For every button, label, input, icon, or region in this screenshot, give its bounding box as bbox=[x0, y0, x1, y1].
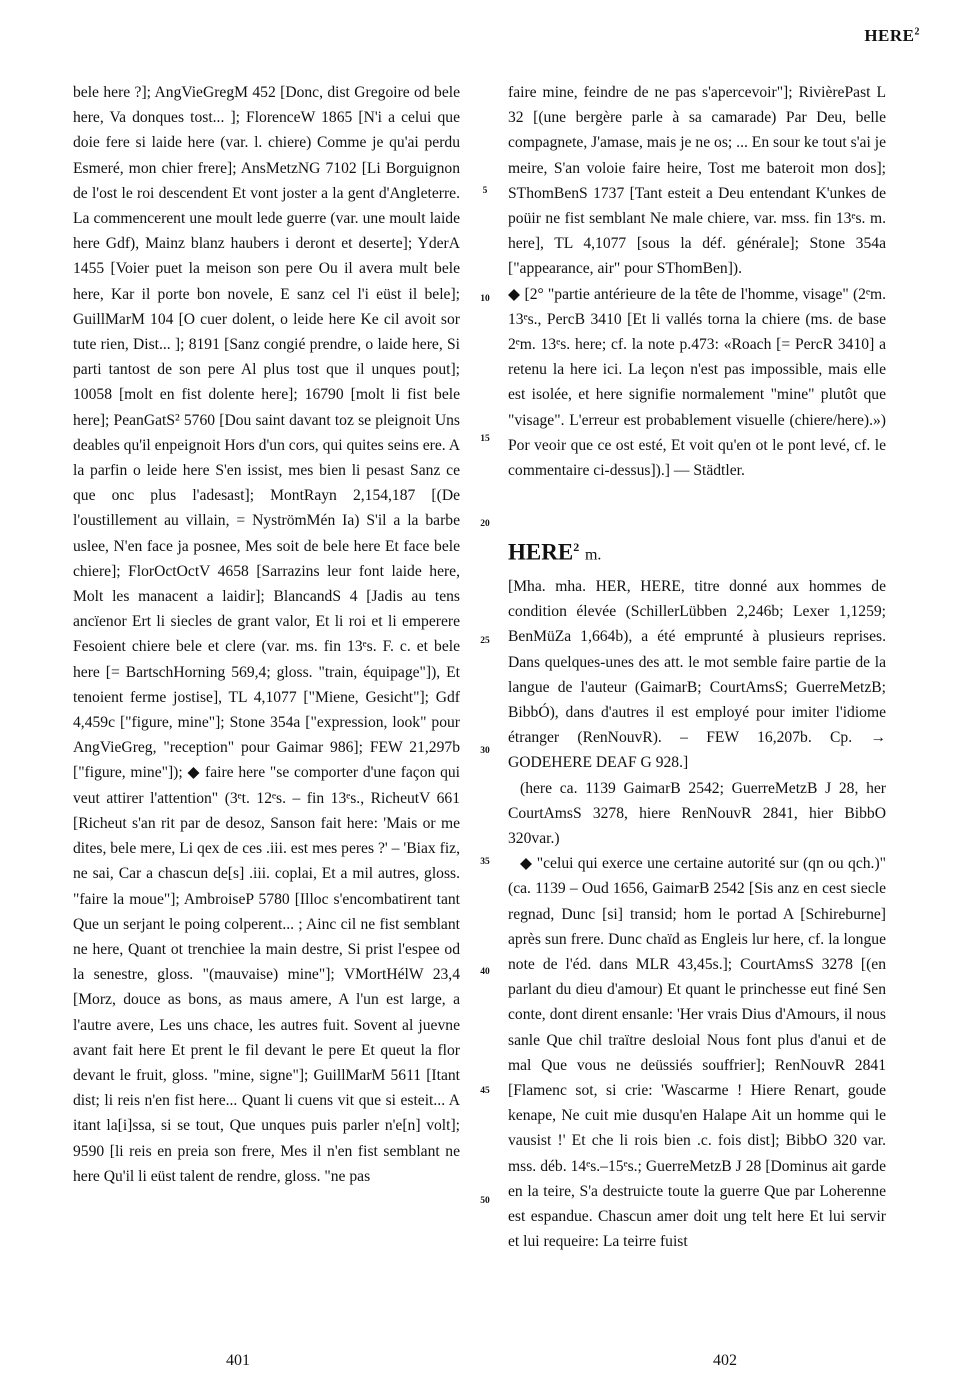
forms-text: (here ca. 1139 GaimarB 2542; GuerreMetzB J 28, her CourtAmsS 3278, hiere RenNouvR 2841, hier BibbO 320var.) bbox=[508, 779, 886, 847]
right-column bbox=[508, 80, 886, 1254]
line-number: 40 bbox=[480, 967, 490, 977]
entry-grammar: m. bbox=[584, 546, 602, 564]
line-number: 25 bbox=[480, 636, 490, 646]
etymology-text: [Mha. mha. HER, HERE, titre donné aux hommes de condition élevée (SchillerLübben 2,246b; Lexer 1,1259; BenMüZa 1,664b), a été emprunté à plusieurs reprises. Dans quelques-unes des att. le mot semble faire partie de la langue de l'auteur (GaimarB; CourtAmsS; GuerreMetzB; BibbÓ), dans d'autres il est employé pour imiter l'idiome étranger (RenNouvR). – FEW 16,207b. Cp. → GODEHERE DEAF G 928.] bbox=[508, 577, 886, 772]
line-number: 30 bbox=[480, 746, 490, 756]
running-head-sup: 2 bbox=[914, 26, 920, 38]
entry-headword: HERE bbox=[508, 539, 574, 565]
continuation-text: faire mine, feindre de ne pas s'apercevoir"]; RivièrePast L 32 [(une bergère parle à sa camarade) Par Deu, belle compagnete, J'amase, mais je ne os; ... En sour ke tout s'ai je meire, S'an voloie faire heire, Tost me bateroit mon dos]; SThomBenS 1737 [Tant esteit a Deu entendant K'unkes de poüir ne fist semblant Ne male chiere, var. mss. fin 13ᵉs. m. here], TL 4,1077 [sous la déf. générale]; Stone 354a ["appearance, air" pour SThomBen]). bbox=[508, 84, 886, 278]
left-column-text: bele here ?]; AngVieGregM 452 [Donc, dist Gregoire od bele here, Va donques tost... ]; FlorenceW 1865 [N'i a celui que doie fere si laide here (var. l. chiere) Comme je qu'ai perdu Esmeré, mon chier frere]; AnsMetzNG 7102 [Li Borguignon de l'ost le roi descendent Et vont joster a la gent d'Angleterre. La commencerent une moult lede guerre (var. une moult laide here Gdf), Mainz blanz haubers i deront et deserte]; YderA 1455 [Voier puet la meison son pere Ou il avera mult bele here, Kar il porte bon novele, E sanz cel l'i eüst il bele]; GuillMarM 104 [O cuer dolent, o leide here Ke cil avoit sor tute rien, Dist... ]; 8191 [Sanz congié prendre, o laide here, Si parti tantost de son pere Al plus tost que il unques pout]; 10058 [molt en fist dolente here]; 16790 [molt li fist bele here]; PeanGatS² 5760 [Dou saint davant toz se pleignoit Uns deables qu'il enpeignoit Hors d'un cors, qui quites seins ere. A la parfin o leide here S'en issist, mes bien li pesast Sanz ce que onc plus l'adesast]; MontRayn 2,154,187 [(De l'oustillement au villain, = NyströmMén Ia) S'il a la barbe uslee, N'en face ja posnee, Mes soit de bele here Et face bele chiere]; FlorOctOctV 4658 [Sarrazins leur font laide here, Molt les manacent a laidir]; BlancandS 4 [Jadis au tens ancïenor Ert li siecles de grant valor, Et li roi et li emperere Fesoient chiere bele et clere (var. ms. fin 13ᵉs. F. c. et bele here [= BartschHorning 569,4; gloss. "train, équipage"]), Et tenoient ferme jostise], TL 4,1077 ["Miene, Gesicht"]; Gdf 4,459c ["figure, mine"]; Stone 354a ["expression, look" pour AngVieGreg, "reception" pour Gaimar 986]; FEW 21,297b ["figure, mine"]); ◆ faire here "se comporter d'une façon qui veut attirer l'attention" (3ᵉt. 12ᵉs. – fin 13ᵉs., RicheutV 661 [Richeut s'an rit par de desoz, Sanson fait here: 'Mais or me dites, bele mere, Li qex de ces .iii. est mes peres ?' – 'Biax fiz, ne sai, Car a chascun de[s] .iii. coplai, Et a mil autres, gloss. "faire la moue"]; AmbroiseP 5780 [Illoc s'encombatirent tant Que un serjant le poing colperent... ; Ainc cil ne fist semblant ne here, Quant ot trenchiee la main destre, Si prist l'espee od la senestre, gloss. "(mauvaise) mine"]; VMortHélW 23,4 [Morz, douce as bons, as maus amere, A l'un est large, a l'autre avere, Les uns chace, les autres fuit. Sovent al juevne avant fait here Et prent le fil devant le pere Et queut la flor devant le fruit, gloss. "mine, signe"]; GuillMarM 5611 [Itant dist; li reis n'en fist here... Quant li cuens vit que si esteit... A itant la[i]ssa, si se tout, Que unques puis parler n'e[n] volt]; 9590 [li reis en preia son frere, Mes il n'en fist semblant ne here Qu'il li eüst talent de rendre, gloss. "ne pas bbox=[73, 84, 460, 1185]
line-number: 45 bbox=[480, 1086, 490, 1096]
line-number: 15 bbox=[480, 434, 490, 444]
sense-1-text: ◆ "celui qui exerce une certaine autorité sur (qn ou qch.)" (ca. 1139 – Oud 1656, GaimarB 2542 [Sis anz en cest siecle regnad, Dunc [si] transid; hom le portad A [Schireburne] après sun frere. Dunc chaïd as Engleis lur here, cf. la longue note de l'éd. dans MLR 43,45s.]; CourtAmsS 3278 [(en parlant du dieu d'amour) Et quant le princhesse eut finé Sen conte, dont dirent ensanle: 'Her vrais Dius d'Amours, il nous sanle Que chil traïtre desloial Nous font plus d'anui et de mal Que vous ne deüssiés souffrier]; RenNouvR 2841 [Flamenc sot, si crie: 'Wascarme ! Hiere Renart, goude kenape, Ne cuit mie dusqu'en Halape Ait un homme qui le vausist !' Et che li rois bien .c. fois dist]; BibbO 320 var. mss. déb. 14ᵉs.–15ᵉs.; GuerreMetzB J 28 [Dominus ait garde en la teire, S'a destruicte toute la guerre Que par Loherenne est espandue. Chascun amer doit ung telt here Et lui servir et lui requeire: La teirre fuist bbox=[508, 855, 886, 1251]
page-number-right: 402 bbox=[713, 1352, 737, 1369]
line-number: 5 bbox=[482, 186, 488, 196]
sense-2-text: ◆ [2° "partie antérieure de la tête de l'homme, visage" (2ᵉm. 13ᵉs., PercB 3410 [Et li vallés torna la chiere (ms. de base 2ᵉm. 13ᵉs. here; cf. la note p.473: «Roach [= PercR 3410] a retenu la here ici. La leçon n'est pas impossible, mais elle est isolée, et here signifie normalement "mine" plutôt que "visage". L'erreur est probablement visuelle (chiere/here).») Por veoir que ce ost esté, Et voit qu'en ot le pont levé, cf. le commentaire ci-dessus]).] — Städtler. bbox=[508, 285, 886, 480]
line-number: 50 bbox=[480, 1196, 490, 1206]
line-number: 20 bbox=[480, 519, 490, 529]
running-head bbox=[864, 26, 920, 46]
entry-heading bbox=[508, 533, 886, 570]
running-head-word: HERE bbox=[864, 26, 915, 45]
line-number: 10 bbox=[480, 294, 490, 304]
left-column bbox=[73, 80, 460, 1189]
line-number: 35 bbox=[480, 857, 490, 867]
page-number-left: 401 bbox=[226, 1352, 250, 1369]
entry-homonym-number: 2 bbox=[573, 540, 580, 555]
